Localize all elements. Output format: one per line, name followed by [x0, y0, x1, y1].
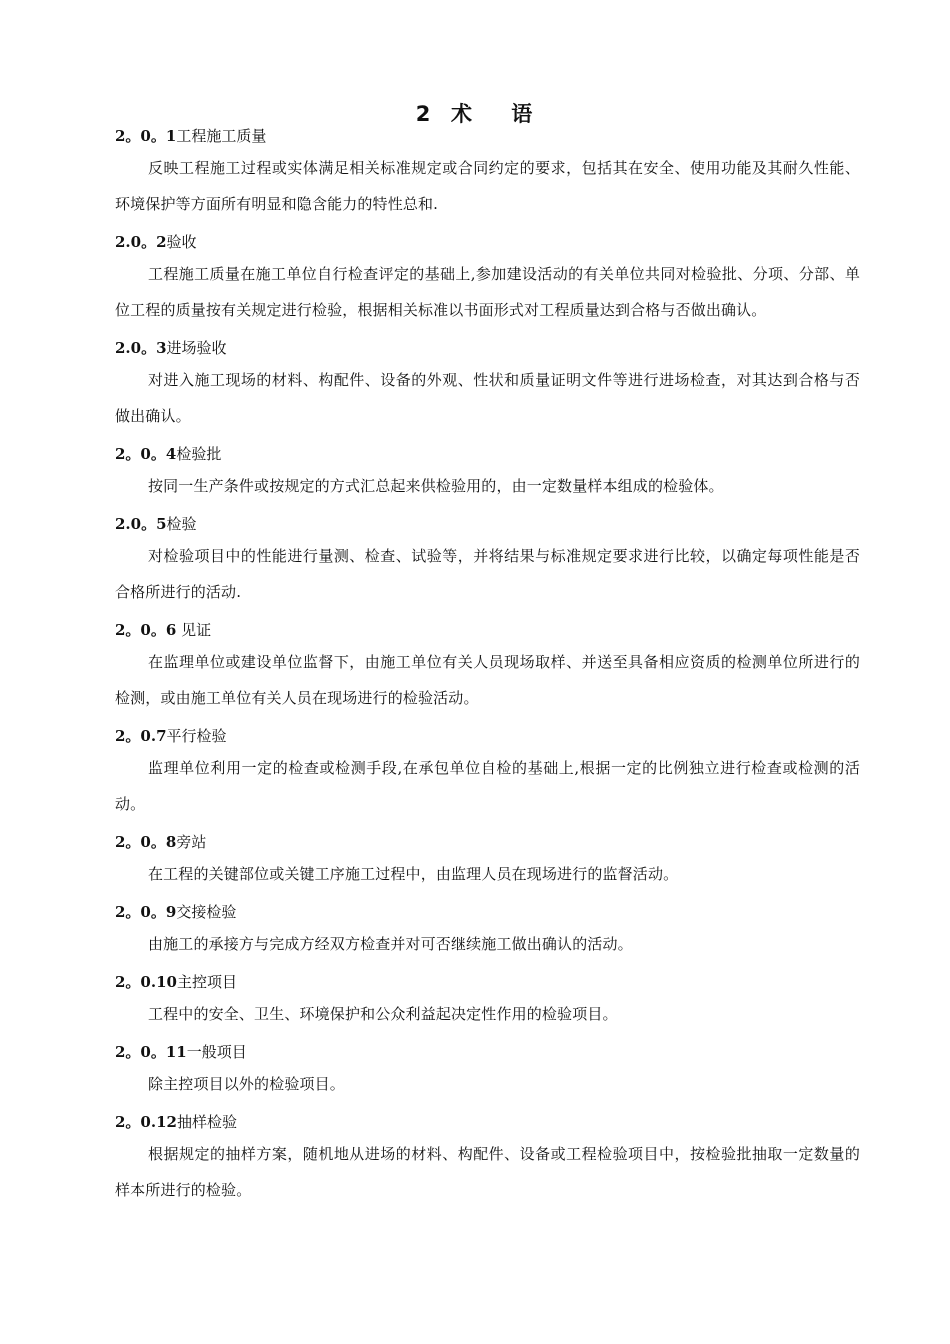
- term-heading: [115, 616, 860, 644]
- term-number: 2.0。3: [115, 339, 167, 357]
- term-number: 2。0。1: [115, 127, 177, 145]
- term-number: 2。0。8: [115, 833, 177, 851]
- term-definition: 在工程的关键部位或关键工序施工过程中，由监理人员在现场进行的监督活动。: [148, 865, 679, 883]
- term-name: 工程施工质量: [176, 127, 267, 145]
- term-name: 见证: [176, 621, 212, 639]
- term-name: 抽样检验: [176, 1113, 237, 1131]
- term-definition: 根据规定的抽样方案，随机地从进场的材料、构配件、设备或工程检验项目中，按检验批抽取一定数量的样本所进行的检验。: [115, 1145, 860, 1199]
- term-heading: [115, 510, 860, 538]
- term-heading: [115, 228, 860, 256]
- term-heading: [115, 440, 860, 468]
- term-definition: 由施工的承接方与完成方经双方检查并对可否继续施工做出确认的活动。: [148, 935, 633, 953]
- term-name: 平行检验: [166, 727, 227, 745]
- page-title: 2 术 语: [415, 102, 535, 126]
- term-definition: 对检验项目中的性能进行量测、检查、试验等，并将结果与标准规定要求进行比较，以确定每项性能是否合格所进行的活动.: [115, 547, 860, 601]
- term-heading: [115, 1038, 860, 1066]
- term-number: 2。0.10: [115, 973, 177, 991]
- term-number: 2.0。5: [115, 515, 167, 533]
- term-heading: [115, 122, 860, 150]
- term-heading: [115, 898, 860, 926]
- term-definition: 工程施工质量在施工单位自行检查评定的基础上,参加建设活动的有关单位共同对检验批、分项、分部、单位工程的质量按有关规定进行检验，根据相关标准以书面形式对工程质量达到合格与否做出确认。: [115, 265, 860, 319]
- term-definition: 对进入施工现场的材料、构配件、设备的外观、性状和质量证明文件等进行进场检查，对其达到合格与否做出确认。: [115, 371, 860, 425]
- term-name: 检验批: [176, 445, 222, 463]
- term-definition: 在监理单位或建设单位监督下，由施工单位有关人员现场取样、并送至具备相应资质的检测单位所进行的检测，或由施工单位有关人员在现场进行的检验活动。: [115, 653, 860, 707]
- term-heading: [115, 828, 860, 856]
- term-name: 验收: [166, 233, 197, 251]
- term-name: 主控项目: [176, 973, 237, 991]
- term-number: 2.0。2: [115, 233, 167, 251]
- term-heading: [115, 722, 860, 750]
- term-definition: 工程中的安全、卫生、环境保护和公众利益起决定性作用的检验项目。: [148, 1005, 618, 1023]
- terms-list: [115, 122, 860, 1214]
- term-name: 进场验收: [166, 339, 227, 357]
- term-name: 交接检验: [176, 903, 237, 921]
- term-name: 一般项目: [186, 1043, 247, 1061]
- term-number: 2。0。6: [115, 621, 177, 639]
- term-definition: 反映工程施工过程或实体满足相关标准规定或合同约定的要求，包括其在安全、使用功能及其耐久性能、环境保护等方面所有明显和隐含能力的特性总和.: [115, 159, 860, 213]
- term-heading: [115, 334, 860, 362]
- term-definition: 按同一生产条件或按规定的方式汇总起来供检验用的，由一定数量样本组成的检验体。: [148, 477, 724, 495]
- term-heading: [115, 968, 860, 996]
- term-definition: 监理单位利用一定的检查或检测手段,在承包单位自检的基础上,根据一定的比例独立进行检查或检测的活动。: [115, 759, 860, 813]
- term-number: 2。0.12: [115, 1113, 177, 1131]
- term-number: 2。0。11: [115, 1043, 187, 1061]
- term-name: 检验: [166, 515, 197, 533]
- term-number: 2。0.7: [115, 727, 167, 745]
- term-definition: 除主控项目以外的检验项目。: [148, 1075, 345, 1093]
- term-number: 2。0。9: [115, 903, 177, 921]
- term-heading: [115, 1108, 860, 1136]
- term-number: 2。0。4: [115, 445, 177, 463]
- term-name: 旁站: [176, 833, 207, 851]
